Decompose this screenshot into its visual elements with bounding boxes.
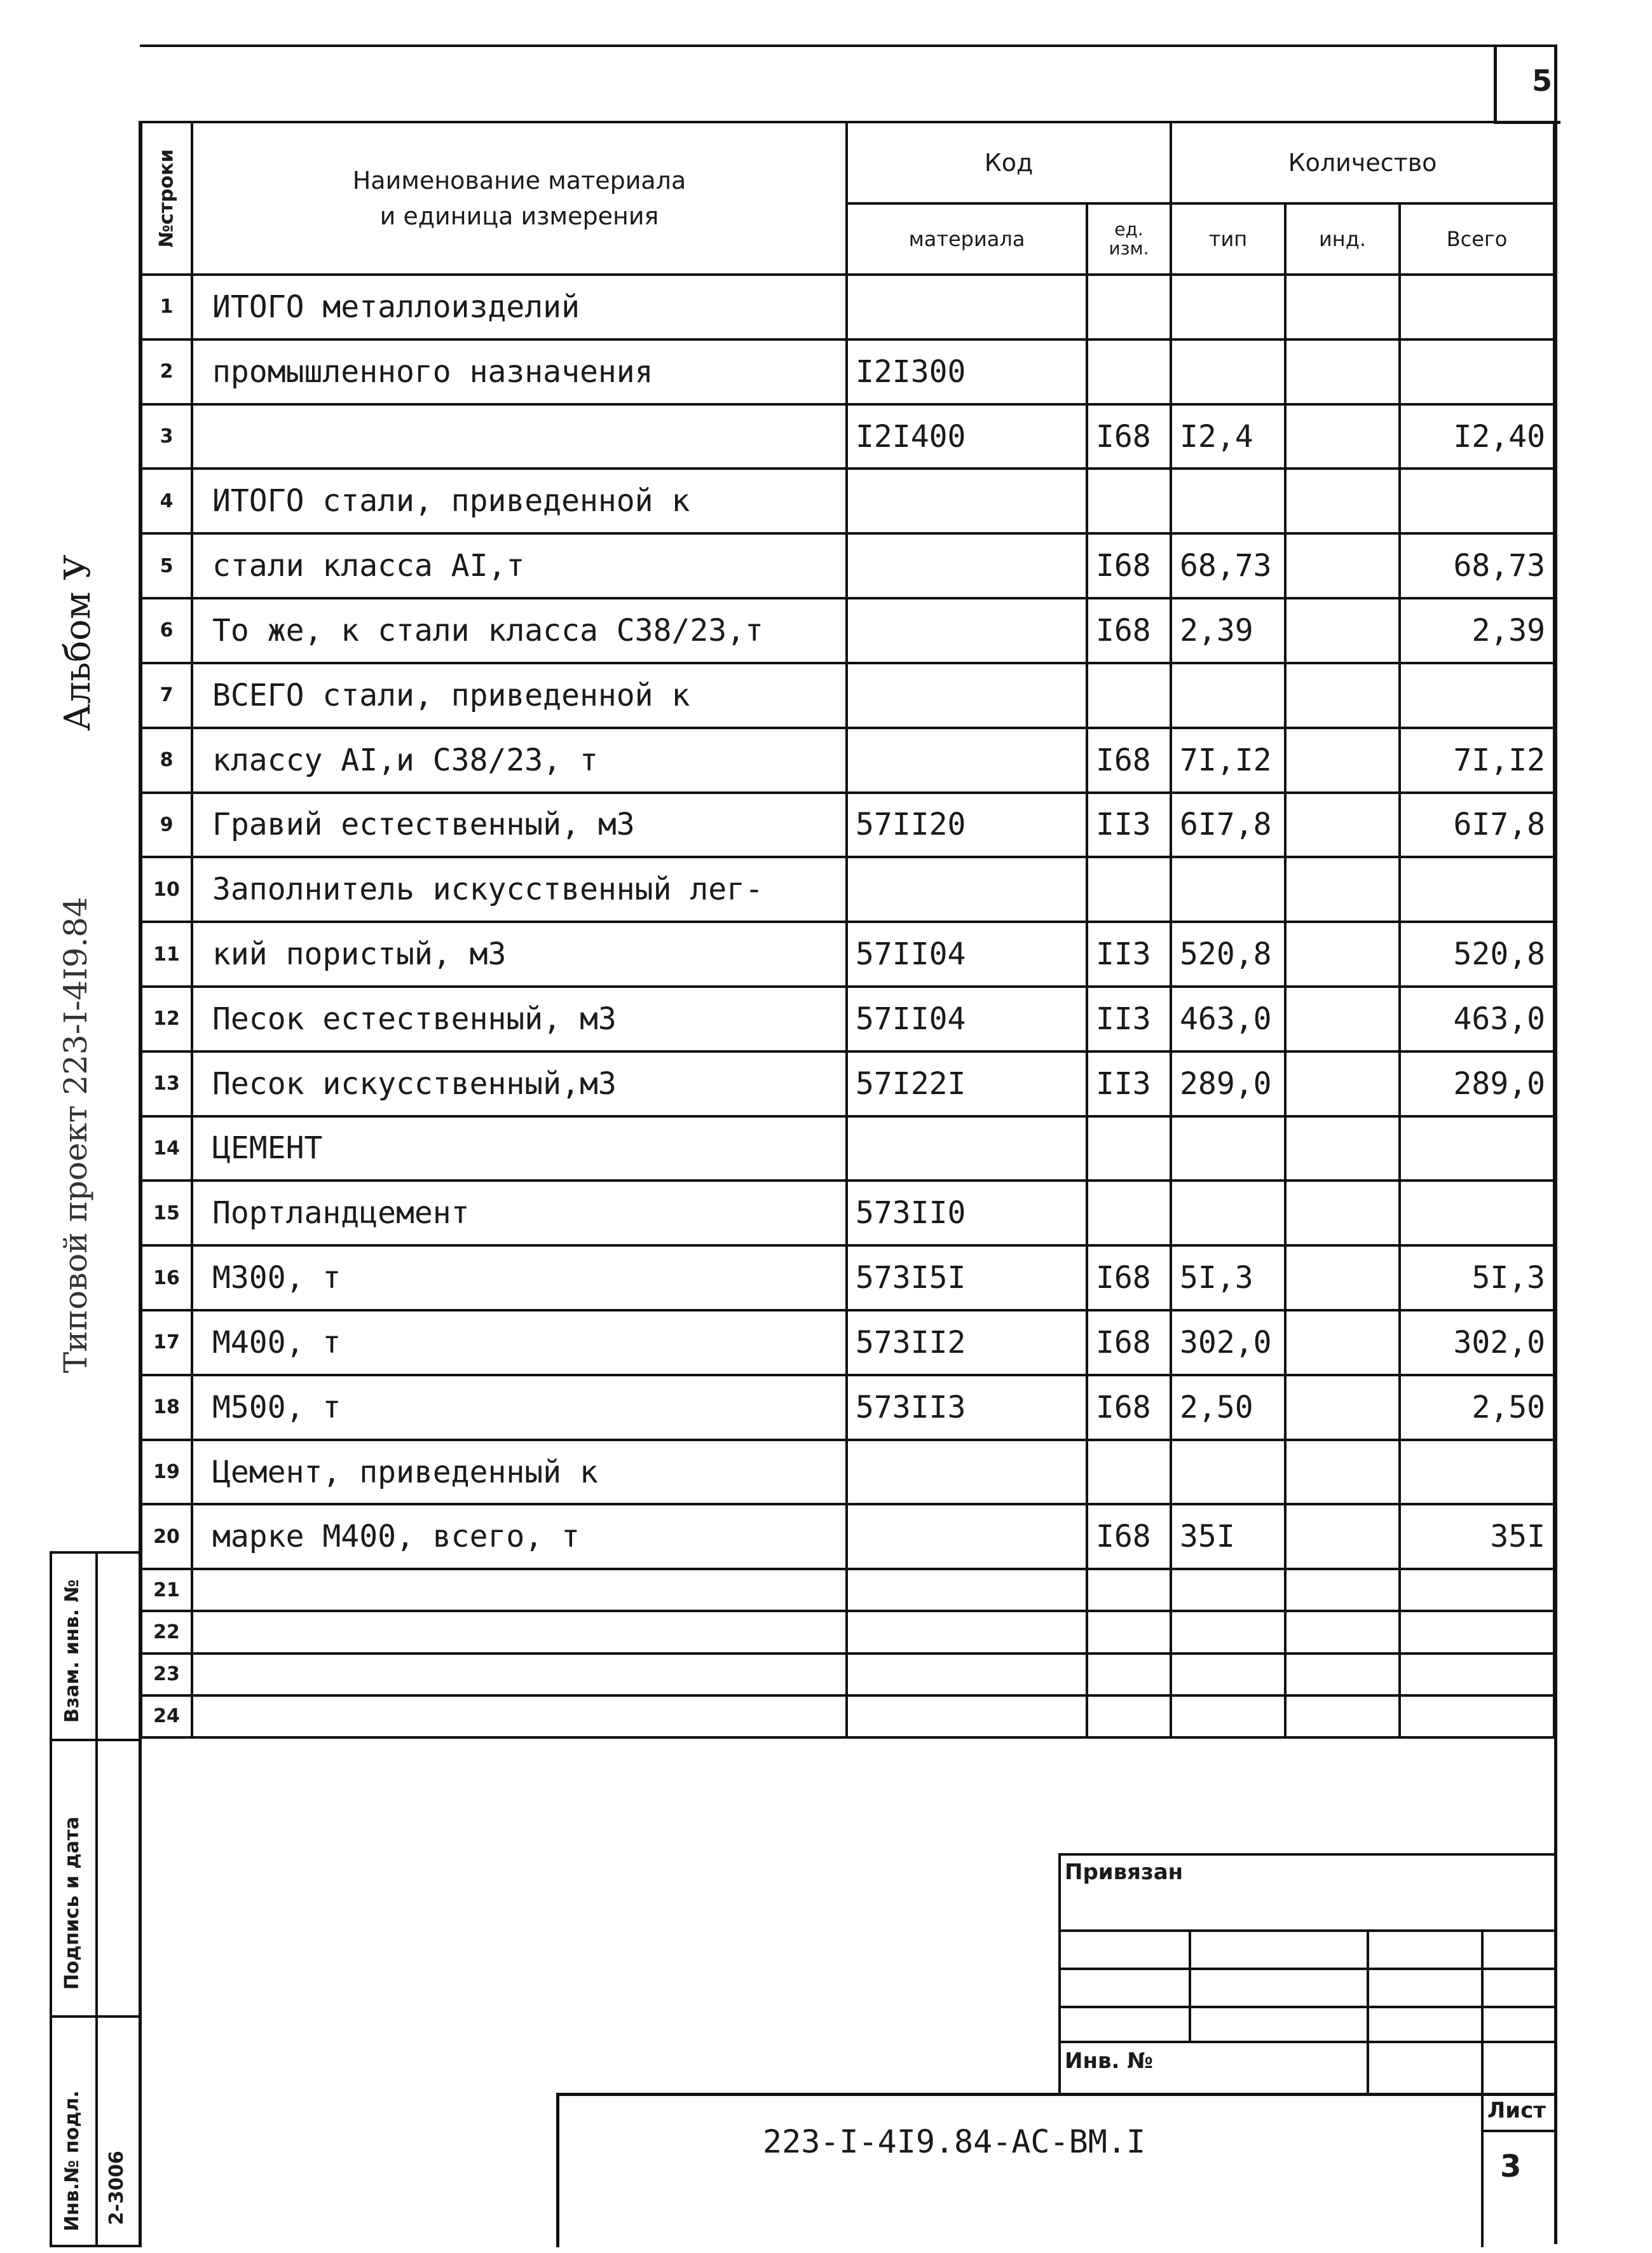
quantity-total: [1400, 1440, 1554, 1505]
quantity-ind: [1285, 1245, 1400, 1310]
material-name: Портландцемент: [192, 1181, 847, 1245]
material-code: I2I300: [847, 339, 1087, 404]
quantity-total: 7I,I2: [1400, 728, 1554, 793]
row-number: 11: [141, 922, 192, 987]
row-number: 5: [141, 533, 192, 598]
material-code: 57I22I: [847, 1051, 1087, 1116]
table-row: [141, 404, 1554, 469]
quantity-ind: [1285, 857, 1400, 922]
material-code: [847, 1440, 1087, 1505]
quantity-ind: [1285, 1375, 1400, 1440]
quantity-ind: [1285, 339, 1400, 404]
sheet-label-divider: [1481, 2130, 1557, 2132]
table-row: [141, 1051, 1554, 1116]
quantity-type: [1171, 1440, 1285, 1505]
quantity-ind: [1285, 533, 1400, 598]
table-row: [141, 987, 1554, 1051]
stamp-inv-podl-value: 2-3006: [106, 2151, 128, 2225]
material-code: I2I400: [847, 404, 1087, 469]
quantity-type: 302,0: [1171, 1310, 1285, 1375]
unit-code: I68: [1087, 1504, 1171, 1569]
quantity-ind: [1285, 469, 1400, 533]
quantity-ind: [1285, 1695, 1400, 1737]
quantity-ind: [1285, 1504, 1400, 1569]
stamp-sign-date: Подпись и дата: [61, 1816, 83, 1990]
code-unit-header: [1087, 203, 1171, 275]
unit-code: [1087, 1181, 1171, 1245]
quantity-total: [1400, 469, 1554, 533]
unit-code: [1087, 1695, 1171, 1737]
quantity-type: 5I,3: [1171, 1245, 1285, 1310]
material-code: [847, 533, 1087, 598]
table-row: [141, 275, 1554, 339]
quantity-type: [1171, 1611, 1285, 1653]
quantity-ind: [1285, 1116, 1400, 1181]
quantity-total: 302,0: [1400, 1310, 1554, 1375]
unit-code: [1087, 275, 1171, 339]
table-row: [141, 728, 1554, 793]
row-number: 2: [141, 339, 192, 404]
privyazan-top: [1058, 1853, 1557, 1856]
material-name: М300, т: [192, 1245, 847, 1310]
quantity-type: 6I7,8: [1171, 793, 1285, 858]
quantity-ind: [1285, 1440, 1400, 1505]
quantity-total: 2,50: [1400, 1375, 1554, 1440]
quantity-total: 68,73: [1400, 533, 1554, 598]
table-row: [141, 533, 1554, 598]
album-label: Альбом У: [57, 554, 99, 731]
table-row: [141, 1116, 1554, 1181]
material-code: [847, 275, 1087, 339]
row-number: 16: [141, 1245, 192, 1310]
material-name: промышленного назначения: [192, 339, 847, 404]
table-row: [141, 663, 1554, 728]
material-name: М500, т: [192, 1375, 847, 1440]
sheet-label: Лист: [1487, 2098, 1546, 2123]
quantity-type: 289,0: [1171, 1051, 1285, 1116]
quantity-ind: [1285, 1310, 1400, 1375]
unit-code: I68: [1087, 1245, 1171, 1310]
quantity-ind: [1285, 1181, 1400, 1245]
quantity-total: [1400, 1569, 1554, 1611]
quantity-total: 2,39: [1400, 598, 1554, 663]
material-code: [847, 1611, 1087, 1653]
quantity-type: 35I: [1171, 1504, 1285, 1569]
table-row: [141, 922, 1554, 987]
code-group-header: Код: [847, 122, 1171, 203]
unit-code: [1087, 339, 1171, 404]
material-name: То же, к стали класса С38/23,т: [192, 598, 847, 663]
material-name-header-line2: и единица измерения: [379, 202, 659, 230]
material-name: ИТОГО металлоизделий: [192, 275, 847, 339]
stamp-bottom-line: [50, 2245, 140, 2247]
row-number: 8: [141, 728, 192, 793]
unit-code: II3: [1087, 1051, 1171, 1116]
privyazan-col-2: [1367, 1929, 1369, 2095]
row-number: 12: [141, 987, 192, 1051]
quantity-total: [1400, 1611, 1554, 1653]
material-spec-body: [141, 275, 1554, 1737]
table-row: [141, 1310, 1554, 1375]
row-number: 17: [141, 1310, 192, 1375]
table-row: [141, 1695, 1554, 1737]
table-row: [141, 1611, 1554, 1653]
material-name: Гравий естественный, м3: [192, 793, 847, 858]
stamp-inv-podl: Инв.№ подл.: [61, 2090, 83, 2231]
code-unit-header-line2: изм.: [1109, 238, 1149, 259]
unit-code: I68: [1087, 533, 1171, 598]
row-number: 3: [141, 404, 192, 469]
stamp-column-divider: [95, 1551, 98, 2247]
document-designation: 223-I-4I9.84-АС-ВМ.I: [763, 2123, 1146, 2160]
material-name: М400, т: [192, 1310, 847, 1375]
unit-code: II3: [1087, 922, 1171, 987]
unit-code: II3: [1087, 987, 1171, 1051]
row-number: 4: [141, 469, 192, 533]
unit-code: [1087, 1569, 1171, 1611]
material-code: [847, 1569, 1087, 1611]
table-row: [141, 1245, 1554, 1310]
table-row: [141, 469, 1554, 533]
row-number: 20: [141, 1504, 192, 1569]
stamp-vzam-inv: Взам. инв. №: [61, 1579, 83, 1723]
quantity-type: 2,50: [1171, 1375, 1285, 1440]
row-number: 6: [141, 598, 192, 663]
material-name: Песок естественный, м3: [192, 987, 847, 1051]
stamp-top-line: [50, 1551, 140, 1554]
code-material-header: материала: [847, 203, 1087, 275]
quantity-type: I2,4: [1171, 404, 1285, 469]
material-code: [847, 663, 1087, 728]
quantity-ind-header: инд.: [1285, 203, 1400, 275]
row-number: 7: [141, 663, 192, 728]
unit-code: II3: [1087, 793, 1171, 858]
quantity-type: [1171, 857, 1285, 922]
project-label: Типовой проект 223-I-4I9.84: [57, 896, 94, 1373]
quantity-ind: [1285, 404, 1400, 469]
row-number: 21: [141, 1569, 192, 1611]
material-name: марке М400, всего, т: [192, 1504, 847, 1569]
privyazan-left: [1058, 1853, 1061, 2095]
quantity-total: [1400, 339, 1554, 404]
material-name-header: [192, 122, 847, 275]
quantity-ind: [1285, 793, 1400, 858]
quantity-total: [1400, 1116, 1554, 1181]
unit-code: I68: [1087, 404, 1171, 469]
material-code: [847, 1504, 1087, 1569]
material-name: ИТОГО стали, приведенной к: [192, 469, 847, 533]
inv-number-label: Инв. №: [1065, 2048, 1154, 2074]
row-number: 13: [141, 1051, 192, 1116]
material-code: 57II20: [847, 793, 1087, 858]
quantity-type: [1171, 1654, 1285, 1695]
material-name: кий пористый, м3: [192, 922, 847, 987]
material-spec-table: [140, 121, 1555, 1739]
material-name: стали класса AI,т: [192, 533, 847, 598]
material-name: Заполнитель искусственный лег-: [192, 857, 847, 922]
quantity-ind: [1285, 275, 1400, 339]
quantity-total: 463,0: [1400, 987, 1554, 1051]
quantity-ind: [1285, 598, 1400, 663]
row-number: 15: [141, 1181, 192, 1245]
quantity-type: [1171, 275, 1285, 339]
stamp-outer-left: [50, 1551, 52, 2247]
quantity-type: [1171, 1181, 1285, 1245]
privyazan-col-1: [1189, 1929, 1191, 2043]
table-row: [141, 1504, 1554, 1569]
unit-code: [1087, 857, 1171, 922]
row-number: 19: [141, 1440, 192, 1505]
quantity-type: 520,8: [1171, 922, 1285, 987]
quantity-ind: [1285, 1051, 1400, 1116]
privyazan-label: Привязан: [1065, 1859, 1184, 1885]
unit-code: I68: [1087, 598, 1171, 663]
designation-top: [556, 2093, 1557, 2096]
frame-top-line: [140, 45, 1557, 47]
quantity-total-header: Всего: [1400, 203, 1554, 275]
material-code: 573II0: [847, 1181, 1087, 1245]
quantity-type: [1171, 339, 1285, 404]
material-code: [847, 469, 1087, 533]
quantity-type: [1171, 663, 1285, 728]
row-number: 18: [141, 1375, 192, 1440]
material-code: [847, 1654, 1087, 1695]
material-code: 573I5I: [847, 1245, 1087, 1310]
table-row: [141, 1375, 1554, 1440]
row-number: 1: [141, 275, 192, 339]
quantity-total: [1400, 275, 1554, 339]
material-name: [192, 404, 847, 469]
quantity-type: [1171, 1569, 1285, 1611]
material-name: [192, 1611, 847, 1653]
material-code: 57II04: [847, 987, 1087, 1051]
quantity-ind: [1285, 922, 1400, 987]
quantity-type: [1171, 469, 1285, 533]
quantity-total: [1400, 663, 1554, 728]
table-row: [141, 598, 1554, 663]
material-name: [192, 1569, 847, 1611]
material-name: Песок искусственный,м3: [192, 1051, 847, 1116]
unit-code: [1087, 469, 1171, 533]
privyazan-col-3: [1481, 1929, 1484, 2247]
unit-code: [1087, 1116, 1171, 1181]
quantity-total: I2,40: [1400, 404, 1554, 469]
unit-code: I68: [1087, 1375, 1171, 1440]
row-number-header: [141, 122, 192, 275]
quantity-total: [1400, 857, 1554, 922]
material-code: [847, 857, 1087, 922]
stamp-divider-2: [50, 2015, 140, 2018]
quantity-type: [1171, 1116, 1285, 1181]
page-number: 5: [1532, 64, 1553, 98]
material-code: 573II2: [847, 1310, 1087, 1375]
material-code: 573II3: [847, 1375, 1087, 1440]
material-name: [192, 1654, 847, 1695]
row-number: 24: [141, 1695, 192, 1737]
quantity-type: 463,0: [1171, 987, 1285, 1051]
table-row: [141, 793, 1554, 858]
unit-code: [1087, 1611, 1171, 1653]
material-name: ВСЕГО стали, приведенной к: [192, 663, 847, 728]
quantity-type: 68,73: [1171, 533, 1285, 598]
quantity-ind: [1285, 1654, 1400, 1695]
quantity-total: 35I: [1400, 1504, 1554, 1569]
table-row: [141, 1654, 1554, 1695]
quantity-ind: [1285, 728, 1400, 793]
table-row: [141, 1181, 1554, 1245]
material-code: [847, 1695, 1087, 1737]
row-number: 10: [141, 857, 192, 922]
quantity-total: [1400, 1654, 1554, 1695]
code-unit-header-line1: ед.: [1114, 219, 1143, 240]
row-number: 14: [141, 1116, 192, 1181]
table-row: [141, 1569, 1554, 1611]
quantity-total: [1400, 1181, 1554, 1245]
quantity-type: [1171, 1695, 1285, 1737]
unit-code: [1087, 1654, 1171, 1695]
quantity-total: 6I7,8: [1400, 793, 1554, 858]
material-name: классу AI,и С38/23, т: [192, 728, 847, 793]
quantity-ind: [1285, 1569, 1400, 1611]
quantity-total: 520,8: [1400, 922, 1554, 987]
table-row: [141, 339, 1554, 404]
quantity-type: 2,39: [1171, 598, 1285, 663]
material-name: ЦЕМЕНТ: [192, 1116, 847, 1181]
quantity-total: [1400, 1695, 1554, 1737]
row-number: 23: [141, 1654, 192, 1695]
row-number-header-label: №строки: [155, 149, 178, 248]
table-row: [141, 1440, 1554, 1505]
material-code: [847, 1116, 1087, 1181]
quantity-ind: [1285, 1611, 1400, 1653]
unit-code: [1087, 663, 1171, 728]
material-code: [847, 728, 1087, 793]
quantity-ind: [1285, 987, 1400, 1051]
material-name: Цемент, приведенный к: [192, 1440, 847, 1505]
quantity-type: 7I,I2: [1171, 728, 1285, 793]
unit-code: I68: [1087, 728, 1171, 793]
row-number: 22: [141, 1611, 192, 1653]
unit-code: [1087, 1440, 1171, 1505]
quantity-group-header: Количество: [1171, 122, 1554, 203]
stamp-divider-1: [50, 1739, 140, 1741]
quantity-type-header: тип: [1171, 203, 1285, 275]
material-code: 57II04: [847, 922, 1087, 987]
quantity-total: 289,0: [1400, 1051, 1554, 1116]
material-name-header-line1: Наименование материала: [352, 167, 686, 195]
quantity-ind: [1285, 663, 1400, 728]
designation-left: [556, 2093, 559, 2247]
material-code: [847, 598, 1087, 663]
quantity-total: 5I,3: [1400, 1245, 1554, 1310]
unit-code: I68: [1087, 1310, 1171, 1375]
sheet-number: 3: [1500, 2149, 1522, 2184]
row-number: 9: [141, 793, 192, 858]
material-name: [192, 1695, 847, 1737]
table-row: [141, 857, 1554, 922]
